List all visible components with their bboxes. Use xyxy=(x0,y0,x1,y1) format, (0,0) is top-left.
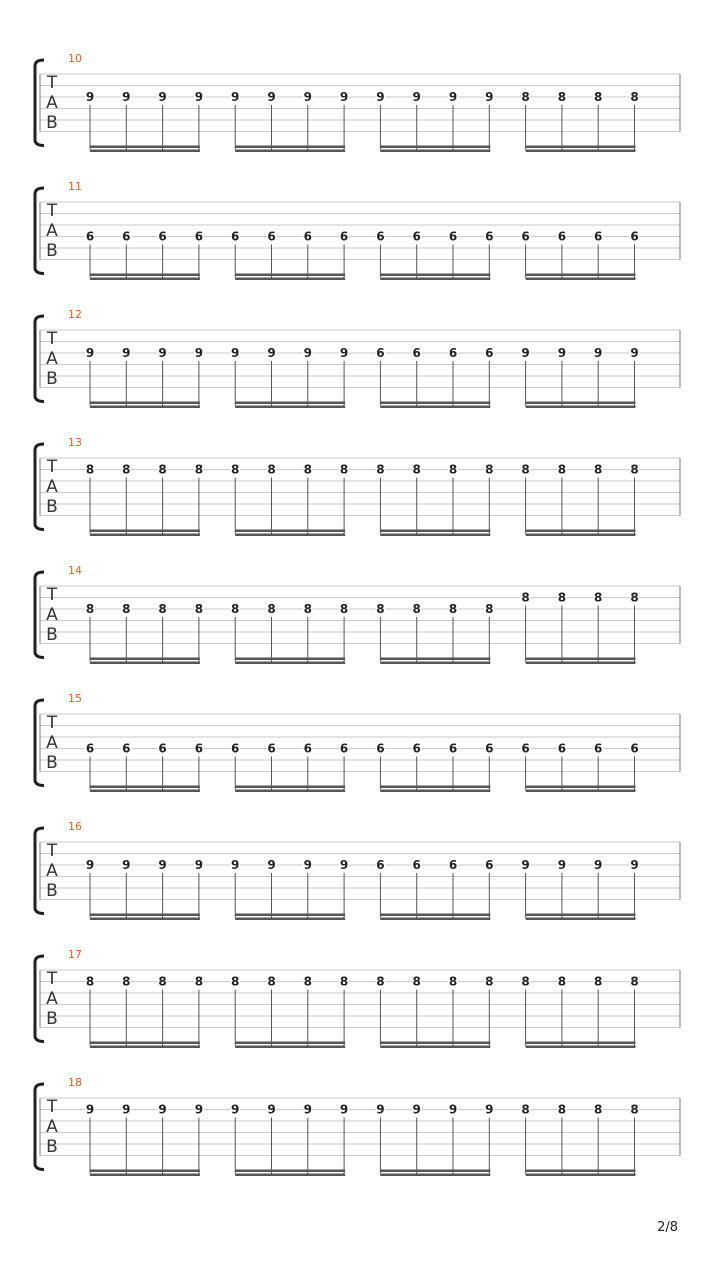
beam-upper xyxy=(90,658,200,661)
fret-number: 6 xyxy=(158,229,167,244)
tab-clef-letter: A xyxy=(46,349,58,369)
fret-number: 9 xyxy=(231,90,240,104)
fret-number: 9 xyxy=(194,346,204,360)
fret-number: 6 xyxy=(485,346,494,360)
beam-lower xyxy=(526,278,636,281)
fret-number: 6 xyxy=(448,858,458,872)
fret-number: 8 xyxy=(303,602,312,616)
fret-number: 8 xyxy=(231,462,240,477)
fret-number: 6 xyxy=(594,741,603,756)
beam-upper xyxy=(526,1170,636,1173)
fret-number: 9 xyxy=(594,346,603,360)
tab-clef-letter: T xyxy=(46,713,58,733)
beam-lower xyxy=(526,662,636,665)
beam-lower xyxy=(90,406,200,409)
beam-upper xyxy=(380,786,490,789)
beam-upper xyxy=(380,1170,490,1173)
beam-lower xyxy=(90,1046,200,1049)
fret-number: 9 xyxy=(122,346,131,360)
beam-upper xyxy=(90,274,200,277)
fret-number: 8 xyxy=(412,602,421,616)
beam-lower xyxy=(235,790,345,793)
beam-upper xyxy=(526,274,636,277)
beam-upper xyxy=(235,146,345,149)
fret-number: 9 xyxy=(630,346,639,360)
beam-lower xyxy=(235,278,345,281)
beam-upper xyxy=(90,402,200,405)
beam-upper xyxy=(380,274,490,277)
tab-clef-letter: B xyxy=(46,625,58,645)
beam-upper xyxy=(526,1042,636,1045)
fret-number: 8 xyxy=(557,462,567,477)
fret-number: 9 xyxy=(122,90,131,104)
tab-clef-letter: B xyxy=(46,1137,58,1157)
fret-number: 8 xyxy=(303,462,312,477)
fret-number: 6 xyxy=(485,858,494,872)
beam-lower xyxy=(235,1046,345,1049)
fret-number: 9 xyxy=(158,1102,167,1117)
fret-number: 9 xyxy=(521,346,530,360)
beam-upper xyxy=(380,658,490,661)
beam-lower xyxy=(235,1174,345,1177)
tab-clef-letter: T xyxy=(46,201,58,221)
fret-number: 9 xyxy=(85,90,95,104)
fret-number: 9 xyxy=(122,858,131,872)
beam-lower xyxy=(526,918,636,921)
fret-number: 8 xyxy=(303,974,312,989)
fret-number: 9 xyxy=(339,90,349,104)
beam-lower xyxy=(526,534,636,537)
beam-upper xyxy=(380,402,490,405)
fret-number: 8 xyxy=(339,974,349,989)
fret-number: 9 xyxy=(158,346,167,360)
beam-upper xyxy=(90,786,200,789)
beam-lower xyxy=(526,406,636,409)
fret-number: 8 xyxy=(594,1102,603,1117)
beam-lower xyxy=(526,150,636,153)
fret-number: 8 xyxy=(448,974,458,989)
fret-number: 8 xyxy=(339,602,349,616)
fret-number: 8 xyxy=(376,974,385,989)
beam-upper xyxy=(235,1042,345,1045)
beam-upper xyxy=(235,530,345,533)
fret-number: 8 xyxy=(85,974,95,989)
tab-clef-letter: A xyxy=(46,861,58,881)
beam-upper xyxy=(380,914,490,917)
fret-number: 8 xyxy=(594,590,603,605)
fret-number: 9 xyxy=(485,1102,494,1117)
fret-number: 6 xyxy=(339,741,349,756)
beam-lower xyxy=(380,662,490,665)
fret-number: 6 xyxy=(594,229,603,244)
fret-number: 6 xyxy=(376,858,385,872)
fret-number: 8 xyxy=(231,974,240,989)
fret-number: 9 xyxy=(303,346,312,360)
fret-number: 6 xyxy=(521,229,530,244)
fret-number: 8 xyxy=(594,90,603,104)
tab-clef-letter: A xyxy=(46,605,58,625)
fret-number: 9 xyxy=(267,858,276,872)
tab-clef-letter: A xyxy=(46,477,58,497)
fret-number: 6 xyxy=(557,741,567,756)
fret-number: 6 xyxy=(521,741,530,756)
fret-number: 6 xyxy=(267,741,276,756)
tab-clef-letter: A xyxy=(46,221,58,241)
fret-number: 9 xyxy=(158,90,167,104)
fret-number: 8 xyxy=(267,602,276,616)
fret-number: 9 xyxy=(557,858,567,872)
fret-number: 8 xyxy=(630,90,639,104)
fret-number: 6 xyxy=(122,229,131,244)
fret-number: 6 xyxy=(376,741,385,756)
tab-clef-letter: B xyxy=(46,753,58,773)
beam-upper xyxy=(90,914,200,917)
fret-number: 9 xyxy=(267,1102,276,1117)
fret-number: 6 xyxy=(231,741,240,756)
beam-lower xyxy=(90,790,200,793)
fret-number: 6 xyxy=(376,346,385,360)
beam-upper xyxy=(90,1042,200,1045)
beam-lower xyxy=(380,918,490,921)
beam-upper xyxy=(526,658,636,661)
beam-upper xyxy=(526,786,636,789)
fret-number: 8 xyxy=(376,602,385,616)
fret-number: 9 xyxy=(448,1102,458,1117)
fret-number: 8 xyxy=(485,602,494,616)
fret-number: 8 xyxy=(122,602,131,616)
fret-number: 9 xyxy=(412,1102,421,1117)
tab-clef-letter: B xyxy=(46,1009,58,1029)
fret-number: 9 xyxy=(448,90,458,104)
beam-lower xyxy=(90,278,200,281)
measure-number: 16 xyxy=(68,820,82,833)
tab-clef-letter: B xyxy=(46,497,58,517)
fret-number: 9 xyxy=(194,1102,204,1117)
beam-lower xyxy=(526,1046,636,1049)
beam-upper xyxy=(526,914,636,917)
beam-lower xyxy=(380,406,490,409)
fret-number: 9 xyxy=(303,858,312,872)
fret-number: 9 xyxy=(521,858,530,872)
fret-number: 6 xyxy=(412,229,421,244)
fret-number: 9 xyxy=(412,90,421,104)
measure-number: 14 xyxy=(68,564,82,577)
fret-number: 8 xyxy=(376,462,385,477)
tab-clef-letter: T xyxy=(46,1097,58,1117)
beam-lower xyxy=(380,278,490,281)
fret-number: 8 xyxy=(339,462,349,477)
beam-lower xyxy=(235,662,345,665)
fret-number: 6 xyxy=(194,741,204,756)
fret-number: 8 xyxy=(448,602,458,616)
fret-number: 6 xyxy=(122,741,131,756)
beam-upper xyxy=(90,530,200,533)
beam-lower xyxy=(380,1174,490,1177)
fret-number: 6 xyxy=(485,229,494,244)
fret-number: 8 xyxy=(158,602,167,616)
fret-number: 6 xyxy=(194,229,204,244)
beam-upper xyxy=(526,530,636,533)
fret-number: 9 xyxy=(485,90,494,104)
tab-clef-letter: A xyxy=(46,93,58,113)
fret-number: 6 xyxy=(412,741,421,756)
beam-lower xyxy=(380,150,490,153)
fret-number: 9 xyxy=(630,858,639,872)
beam-lower xyxy=(380,790,490,793)
beam-lower xyxy=(526,790,636,793)
beam-upper xyxy=(380,1042,490,1045)
fret-number: 9 xyxy=(376,90,385,104)
beam-lower xyxy=(380,1046,490,1049)
beam-lower xyxy=(380,534,490,537)
fret-number: 6 xyxy=(557,229,567,244)
fret-number: 8 xyxy=(630,1102,639,1117)
tab-clef-letter: T xyxy=(46,329,58,349)
fret-number: 8 xyxy=(521,974,530,989)
tab-clef-letter: B xyxy=(46,113,58,133)
beam-upper xyxy=(235,274,345,277)
fret-number: 6 xyxy=(376,229,385,244)
fret-number: 8 xyxy=(594,974,603,989)
fret-number: 9 xyxy=(231,858,240,872)
fret-number: 9 xyxy=(194,858,204,872)
beam-lower xyxy=(90,150,200,153)
tab-clef-letter: T xyxy=(46,457,58,477)
beam-upper xyxy=(380,146,490,149)
beam-upper xyxy=(90,146,200,149)
fret-number: 8 xyxy=(85,602,95,616)
measure-number: 15 xyxy=(68,692,82,705)
beam-lower xyxy=(235,918,345,921)
tab-clef-letter: T xyxy=(46,73,58,93)
page-number: 2/8 xyxy=(657,1220,678,1235)
fret-number: 9 xyxy=(85,858,95,872)
fret-number: 9 xyxy=(339,1102,349,1117)
fret-number: 9 xyxy=(231,1102,240,1117)
fret-number: 8 xyxy=(231,602,240,616)
fret-number: 8 xyxy=(485,974,494,989)
fret-number: 9 xyxy=(158,858,167,872)
fret-number: 8 xyxy=(630,974,639,989)
beam-lower xyxy=(90,534,200,537)
beam-lower xyxy=(235,150,345,153)
beam-lower xyxy=(90,918,200,921)
fret-number: 8 xyxy=(158,974,167,989)
beam-upper xyxy=(380,530,490,533)
fret-number: 9 xyxy=(339,858,349,872)
tab-clef-letter: B xyxy=(46,241,58,261)
fret-number: 9 xyxy=(231,346,240,360)
measure-number: 18 xyxy=(68,1076,82,1089)
fret-number: 8 xyxy=(557,974,567,989)
fret-number: 8 xyxy=(630,462,639,477)
fret-number: 6 xyxy=(412,858,421,872)
fret-number: 8 xyxy=(521,462,530,477)
fret-number: 8 xyxy=(557,1102,567,1117)
tab-clef-letter: B xyxy=(46,881,58,901)
fret-number: 8 xyxy=(594,462,603,477)
fret-number: 9 xyxy=(194,90,204,104)
fret-number: 8 xyxy=(412,462,421,477)
beam-upper xyxy=(235,402,345,405)
fret-number: 8 xyxy=(521,590,530,605)
tab-clef-letter: T xyxy=(46,841,58,861)
beam-lower xyxy=(90,1174,200,1177)
fret-number: 6 xyxy=(448,346,458,360)
fret-number: 6 xyxy=(448,741,458,756)
measure-number: 17 xyxy=(68,948,82,961)
fret-number: 8 xyxy=(267,974,276,989)
beam-lower xyxy=(526,1174,636,1177)
fret-number: 8 xyxy=(557,90,567,104)
fret-number: 9 xyxy=(85,346,95,360)
fret-number: 9 xyxy=(85,1102,95,1117)
fret-number: 8 xyxy=(448,462,458,477)
fret-number: 9 xyxy=(122,1102,131,1117)
fret-number: 6 xyxy=(85,229,95,244)
fret-number: 6 xyxy=(303,229,312,244)
fret-number: 9 xyxy=(303,90,312,104)
fret-number: 6 xyxy=(412,346,421,360)
fret-number: 9 xyxy=(267,346,276,360)
fret-number: 9 xyxy=(557,346,567,360)
tab-clef-letter: T xyxy=(46,969,58,989)
beam-lower xyxy=(235,534,345,537)
measure-number: 12 xyxy=(68,308,82,321)
fret-number: 8 xyxy=(122,462,131,477)
fret-number: 6 xyxy=(448,229,458,244)
fret-number: 8 xyxy=(122,974,131,989)
tab-clef-letter: A xyxy=(46,1117,58,1137)
fret-number: 8 xyxy=(194,974,204,989)
beam-lower xyxy=(235,406,345,409)
beam-upper xyxy=(235,658,345,661)
fret-number: 6 xyxy=(630,741,639,756)
fret-number: 6 xyxy=(630,229,639,244)
fret-number: 9 xyxy=(267,90,276,104)
fret-number: 8 xyxy=(267,462,276,477)
tab-clef-letter: B xyxy=(46,369,58,389)
fret-number: 8 xyxy=(521,1102,530,1117)
fret-number: 8 xyxy=(521,90,530,104)
beam-upper xyxy=(235,1170,345,1173)
fret-number: 9 xyxy=(376,1102,385,1117)
fret-number: 6 xyxy=(267,229,276,244)
tab-clef-letter: T xyxy=(46,585,58,605)
fret-number: 6 xyxy=(85,741,95,756)
fret-number: 6 xyxy=(339,229,349,244)
fret-number: 8 xyxy=(194,462,204,477)
beam-lower xyxy=(90,662,200,665)
fret-number: 8 xyxy=(630,590,639,605)
fret-number: 8 xyxy=(557,590,567,605)
beam-upper xyxy=(526,402,636,405)
tab-clef-letter: A xyxy=(46,733,58,753)
measure-number: 11 xyxy=(68,180,82,193)
fret-number: 8 xyxy=(158,462,167,477)
fret-number: 6 xyxy=(303,741,312,756)
beam-upper xyxy=(235,914,345,917)
beam-upper xyxy=(90,1170,200,1173)
measure-number: 10 xyxy=(68,52,82,65)
fret-number: 8 xyxy=(412,974,421,989)
fret-number: 8 xyxy=(485,462,494,477)
fret-number: 6 xyxy=(485,741,494,756)
fret-number: 9 xyxy=(303,1102,312,1117)
beam-upper xyxy=(526,146,636,149)
fret-number: 9 xyxy=(339,346,349,360)
fret-number: 8 xyxy=(194,602,204,616)
fret-number: 8 xyxy=(85,462,95,477)
fret-number: 6 xyxy=(158,741,167,756)
tab-clef-letter: A xyxy=(46,989,58,1009)
fret-number: 6 xyxy=(231,229,240,244)
fret-number: 9 xyxy=(594,858,603,872)
measure-number: 13 xyxy=(68,436,82,449)
beam-upper xyxy=(235,786,345,789)
